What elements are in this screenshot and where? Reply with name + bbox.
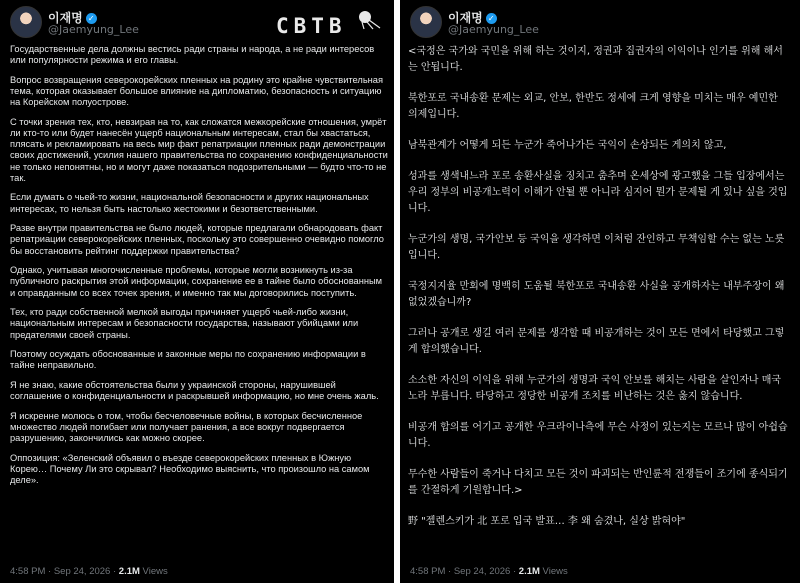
tweet-paragraph: 성과를 생색내느라 포로 송환사실을 징치고 춤추며 온세상에 광고했을 그들 입장에서는 우리 정부의 비공개노력이 이해가 안될 뿐 아니라 심지어 뭔가 문제될 게 있나 싶을 것입니다.	[408, 171, 788, 214]
avatar[interactable]	[10, 6, 42, 38]
author-handle[interactable]: @Jaemyung_Lee	[448, 23, 539, 36]
tweet-paragraph: 소소한 자신의 이익을 위해 누군가의 생명과 국익 안보를 해치는 사람을 살인자나 매국노라 부릅니다. 타당하고 정당한 비공개 조치를 비난하는 것은 옳지 않습니다.	[408, 375, 782, 402]
tweet-paragraph: 비공개 합의를 어기고 공개한 우크라이나측에 무슨 사정이 있는지는 모르나 많이 아쉽습니다.	[408, 422, 788, 449]
logo-text: СВТВ	[276, 14, 347, 38]
author-name[interactable]: 이재명	[448, 11, 483, 25]
views-label: Views	[539, 566, 568, 577]
tweet-paragraph: 누군가의 생명, 국가안보 등 국익을 생각하면 이처럼 잔인하고 무책임할 수는 없는 노릇입니다.	[408, 234, 785, 261]
tweet-text	[408, 44, 788, 545]
timestamp[interactable]: 4:58 PM · Sep 24, 2026 ·	[10, 566, 119, 577]
tweet-paragraph: Я не знаю, какие обстоятельства были у украинской стороны, нарушившей соглашение о конфиденциальности и раскрывшей информацию, но мне очень жаль.	[10, 380, 379, 402]
tweet-paragraph: 무수한 사람들이 죽거나 다치고 모든 것이 파괴되는 반인륜적 전쟁들이 조기에 종식되기를 간절하게 기원합니다.>	[408, 469, 788, 496]
tweet-paragraph: 그러나 공개로 생길 여러 문제를 생각할 때 비공개하는 것이 모든 면에서 타당했고 그렇게 합의했습니다.	[408, 328, 785, 355]
tweet-paragraph: Поэтому осуждать обоснованные и законные меры по сохранению информации в тайне неправильно.	[10, 349, 366, 371]
views-label: Views	[139, 566, 168, 577]
tweet-paragraph: Вопрос возвращения северокорейских пленных на родину это крайне чувствительная тема, которая оказывает большое влияние на дипломатию, безопасность и ситуацию на Корейском полуострове.	[10, 74, 384, 108]
tweet-paragraph: Тех, кто ради собственной мелкой выгоды причиняет ущерб чьей-либо жизни, национальным интересам и безопасности государства, называют убийцами или предателями своей страны.	[10, 307, 359, 340]
author-handle[interactable]: @Jaemyung_Lee	[48, 23, 139, 36]
tweet-paragraph: <국정은 국가와 국민을 위해 하는 것이지, 정권과 집권자의 이익이나 인기를 위해 해서는 안됩니다.	[408, 46, 783, 73]
tweet-card-russian	[0, 0, 394, 583]
verified-badge-icon: ✓	[486, 13, 497, 24]
tweet-paragraph: С точки зрения тех, кто, невзирая на то, как сложатся межкорейские отношения, умрёт ли кто-то или будет нанесён ущерб национальным интересам, стал бы хвастаться, плясать и рекламировать на весь мир факт репатриации пленных ради демонстрации своих достижений, усилия нашего правительства по сохранению конфиденциальности не только непонятны, но и могут даже показаться подозрительными — будто что-то не так.	[10, 116, 388, 183]
verified-badge-icon: ✓	[86, 13, 97, 24]
tweet-paragraph: 野 "젤렌스키가 北 포로 입국 발표… 李 왜 숨겼나, 실상 밝혀야"	[408, 516, 686, 527]
tweet-paragraph: Я искренне молюсь о том, чтобы бесчеловечные войны, в которых бесчисленное множество людей погибает или получает ранения, а все вокруг подвергается разрушению, закончились как можно скорее.	[10, 410, 363, 444]
view-count: 2.1M	[118, 566, 140, 577]
channel-logo	[276, 8, 386, 44]
view-count: 2.1M	[518, 566, 540, 577]
tweet-paragraph: Государственные дела должны вестись ради страны и народа, а не ради интересов или популярности режима и его главы.	[10, 44, 375, 66]
tweet-meta	[10, 566, 168, 577]
tweet-paragraph: Разве внутри правительства не было людей, которые предлагали обнародовать факт репатриации северокорейских пленных, поскольку это совершенно очевидно помогло бы восстановить рейтинг поддержки правительства?	[10, 223, 384, 256]
author-name[interactable]: 이재명	[48, 11, 83, 25]
tweet-paragraph: 남북관계가 어떻게 되든 누군가 죽어나가든 국익이 손상되든 게의치 않고,	[408, 140, 727, 151]
tweet-paragraph: 국정지지율 만회에 명백히 도움될 북한포로 국내송환 사실을 공개하자는 내부주장이 왜 없었겠습니까?	[408, 281, 785, 308]
tweet-text	[10, 44, 388, 495]
timestamp[interactable]: 4:58 PM · Sep 24, 2026 ·	[410, 566, 519, 577]
tweet-paragraph: 북한포로 국내송환 문제는 외교, 안보, 한반도 정세에 크게 영향을 미치는 매우 예민한 의제입니다.	[408, 93, 778, 120]
tweet-meta	[410, 566, 568, 577]
tweet-paragraph: Если думать о чьей-то жизни, национальной безопасности и других национальных интересах, то нельзя быть настолько жестокими и безответственными.	[10, 192, 369, 214]
tweet-paragraph: Однако, учитывая многочисленные проблемы, которые могли возникнуть из-за публичного раскрытия этой информации, сохранение ее в тайне было обоснованным и оправданным со всех точек зрения, и именно так мы договорились поступить.	[10, 265, 383, 298]
satellite-icon	[356, 8, 382, 30]
tweet-paragraph: Оппозиция: «Зеленский объявил о въезде северокорейских пленных в Южную Корею… Почему Ли это скрывал? Необходимо выяснить, что произошло на самом деле».	[10, 452, 370, 486]
avatar[interactable]	[410, 6, 442, 38]
